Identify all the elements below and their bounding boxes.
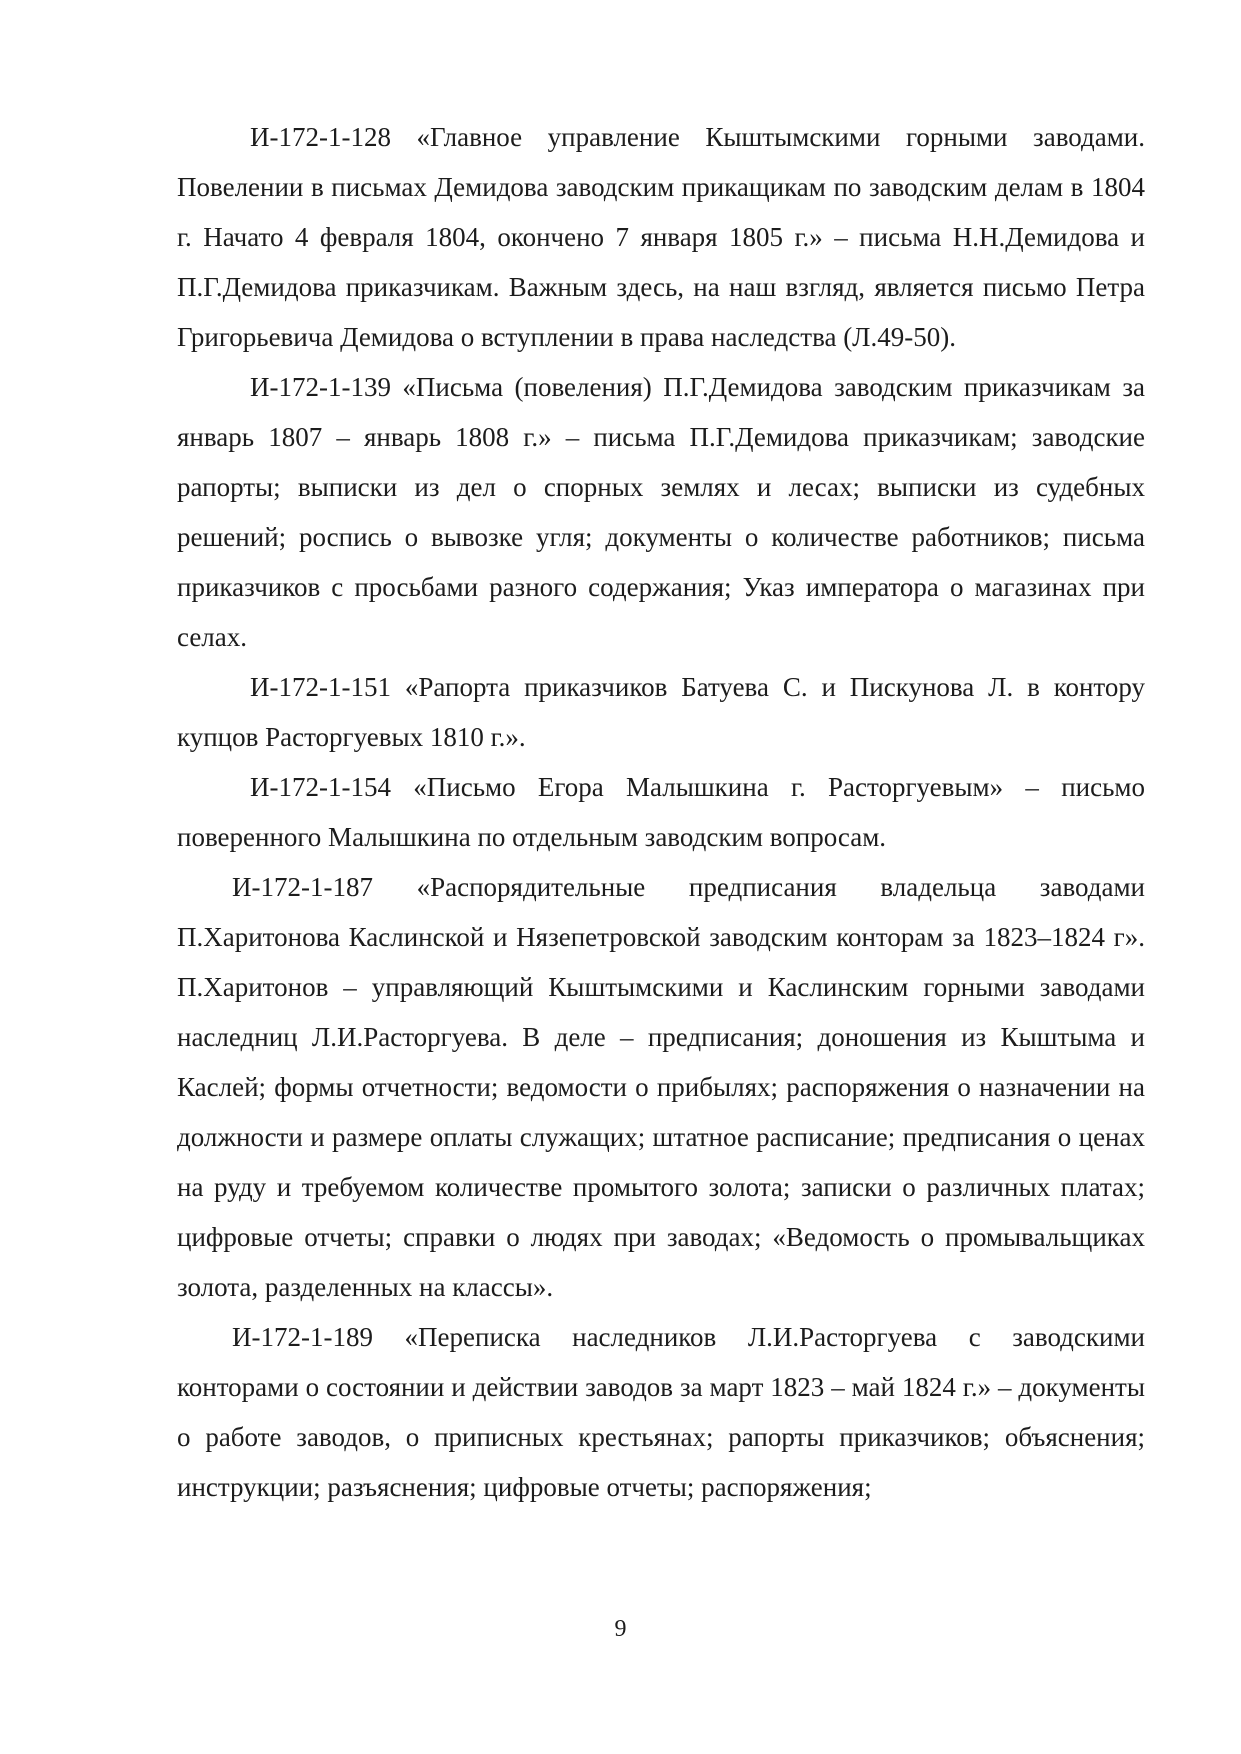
document-body <box>177 112 1145 1512</box>
paragraph-i-172-1-128: И-172-1-128 «Главное управление Кыштымскими горными заводами. Повелении в письмах Демидова заводским прикащикам по заводским делам в 1804 г. Начато 4 февраля 1804, окончено 7 января 1805 г.» – письма Н.Н.Демидова и П.Г.Демидова приказчикам. Важным здесь, на наш взгляд, является письмо Петра Григорьевича Демидова о вступлении в права наследства (Л.49-50). <box>177 122 1145 352</box>
paragraph-i-172-1-151: И-172-1-151 «Рапорта приказчиков Батуева С. и Пискунова Л. в контору купцов Расторгуевых 1810 г.». <box>177 672 1145 752</box>
page-number: 9 <box>614 1616 627 1642</box>
paragraph-i-172-1-154: И-172-1-154 «Письмо Егора Малышкина г. Расторгуевым» – письмо поверенного Малышкина по отдельным заводским вопросам. <box>177 772 1145 852</box>
paragraph-i-172-1-189: И-172-1-189 «Переписка наследников Л.И.Расторгуева с заводскими конторами о состоянии и действии заводов за март 1823 – май 1824 г.» – документы о работе заводов, о приписных крестьянах; рапорты приказчиков; объяснения; инструкции; разъяснения; цифровые отчеты; распоряжения; <box>177 1322 1145 1502</box>
paragraph-i-172-1-187: И-172-1-187 «Распорядительные предписания владельца заводами П.Харитонова Каслинской и Нязепетровской заводским конторам за 1823–1824 г». П.Харитонов – управляющий Кыштымскими и Каслинским горными заводами наследниц Л.И.Расторгуева. В деле – предписания; доношения из Кыштыма и Каслей; формы отчетности; ведомости о прибылях; распоряжения о назначении на должности и размере оплаты служащих; штатное расписание; предписания о ценах на руду и требуемом количестве промытого золота; записки о различных платах; цифровые отчеты; справки о людях при заводах; «Ведомость о промывальщиках золота, разделенных на классы». <box>177 872 1145 1302</box>
paragraph-i-172-1-139: И-172-1-139 «Письма (повеления) П.Г.Демидова заводским приказчикам за январь 1807 – январь 1808 г.» – письма П.Г.Демидова приказчикам; заводские рапорты; выписки из дел о спорных землях и лесах; выписки из судебных решений; роспись о вывозке угля; документы о количестве работников; письма приказчиков с просьбами разного содержания; Указ императора о магазинах при селах. <box>177 372 1145 652</box>
